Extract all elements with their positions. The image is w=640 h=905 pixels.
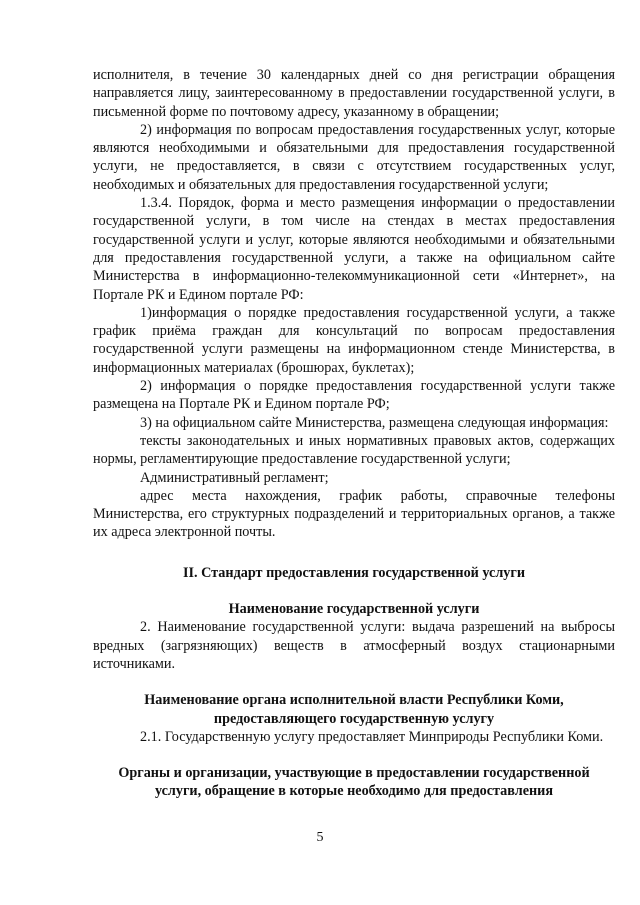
- page-content: [93, 66, 615, 801]
- heading-participants-line-2: услуги, обращение в которые необходимо для предоставления: [154, 783, 554, 800]
- paragraph-address-schedule: адрес места нахождения, график работы, справочные телефоны Министерства, его структурных подразделений и территориальных органов, а также их адреса электронной почты.: [93, 487, 615, 541]
- paragraph-service-name: 2. Наименование государственной услуги: выдача разрешений на выбросы вредных (загрязняющих) веществ в атмосферный воздух стационарными источниками.: [93, 619, 615, 672]
- paragraph-item-3-website: 3) на официальном сайте Министерства, размещена следующая информация:: [140, 414, 609, 431]
- paragraph-item-1-stand: 1)информация о порядке предоставления государственной услуги, а также график приёма граждан для консультаций по вопросам предоставления государственной услуги размещены на информационном стенде Министерства, в информационных материалах (брошюрах, буклетах);: [93, 304, 615, 376]
- page-number: 5: [316, 830, 324, 845]
- section-2-title: II. Стандарт предоставления государственной услуги: [182, 564, 526, 581]
- paragraph-item-2-portal: 2) информация о порядке предоставления государственной услуги также размещена на Портале РК и Едином портале РФ;: [93, 378, 615, 413]
- heading-authority-line-1: Наименование органа исполнительной власти Республики Коми,: [144, 692, 564, 709]
- paragraph-item-2-no-info: 2) информация по вопросам предоставления государственных услуг, которые являются необходимыми и обязательными для предоставления государственной услуги, не предоставляется, в связи с отсутствием государственных услуг, необходимых и обязательных для предоставления государственной услуги;: [93, 121, 615, 193]
- paragraph-executor-response: исполнителя, в течение 30 календарных дней со дня регистрации обращения направляется лицу, заинтересованному в предоставлении государственной услуги, в письменной форме по почтовому адресу, указанному в обращении;: [93, 67, 615, 120]
- paragraph-admin-regulation: Административный регламент;: [140, 469, 329, 486]
- heading-service-name: Наименование государственной услуги: [228, 601, 480, 618]
- paragraph-authority: 2.1. Государственную услугу предоставляет Минприроды Республики Коми.: [140, 728, 604, 745]
- paragraph-legal-texts: тексты законодательных и иных нормативных правовых актов, содержащих нормы, регламентирующие предоставление государственной услуги;: [93, 432, 615, 468]
- heading-authority-line-2: предоставляющего государственную услугу: [213, 710, 495, 727]
- paragraph-1-3-4: 1.3.4. Порядок, форма и место размещения информации о предоставлении государственной услуги, в том числе на стендах в местах предоставления государственной услуги и услуг, которые являются необходимыми и обязательными для предоставления государственной услуги, а также на официальном сайте Министерства в информационно-телекоммуникационной сети «Интернет», на Портале РК и Едином портале РФ:: [93, 195, 615, 303]
- heading-participants-line-1: Органы и организации, участвующие в предоставлении государственной: [118, 765, 590, 782]
